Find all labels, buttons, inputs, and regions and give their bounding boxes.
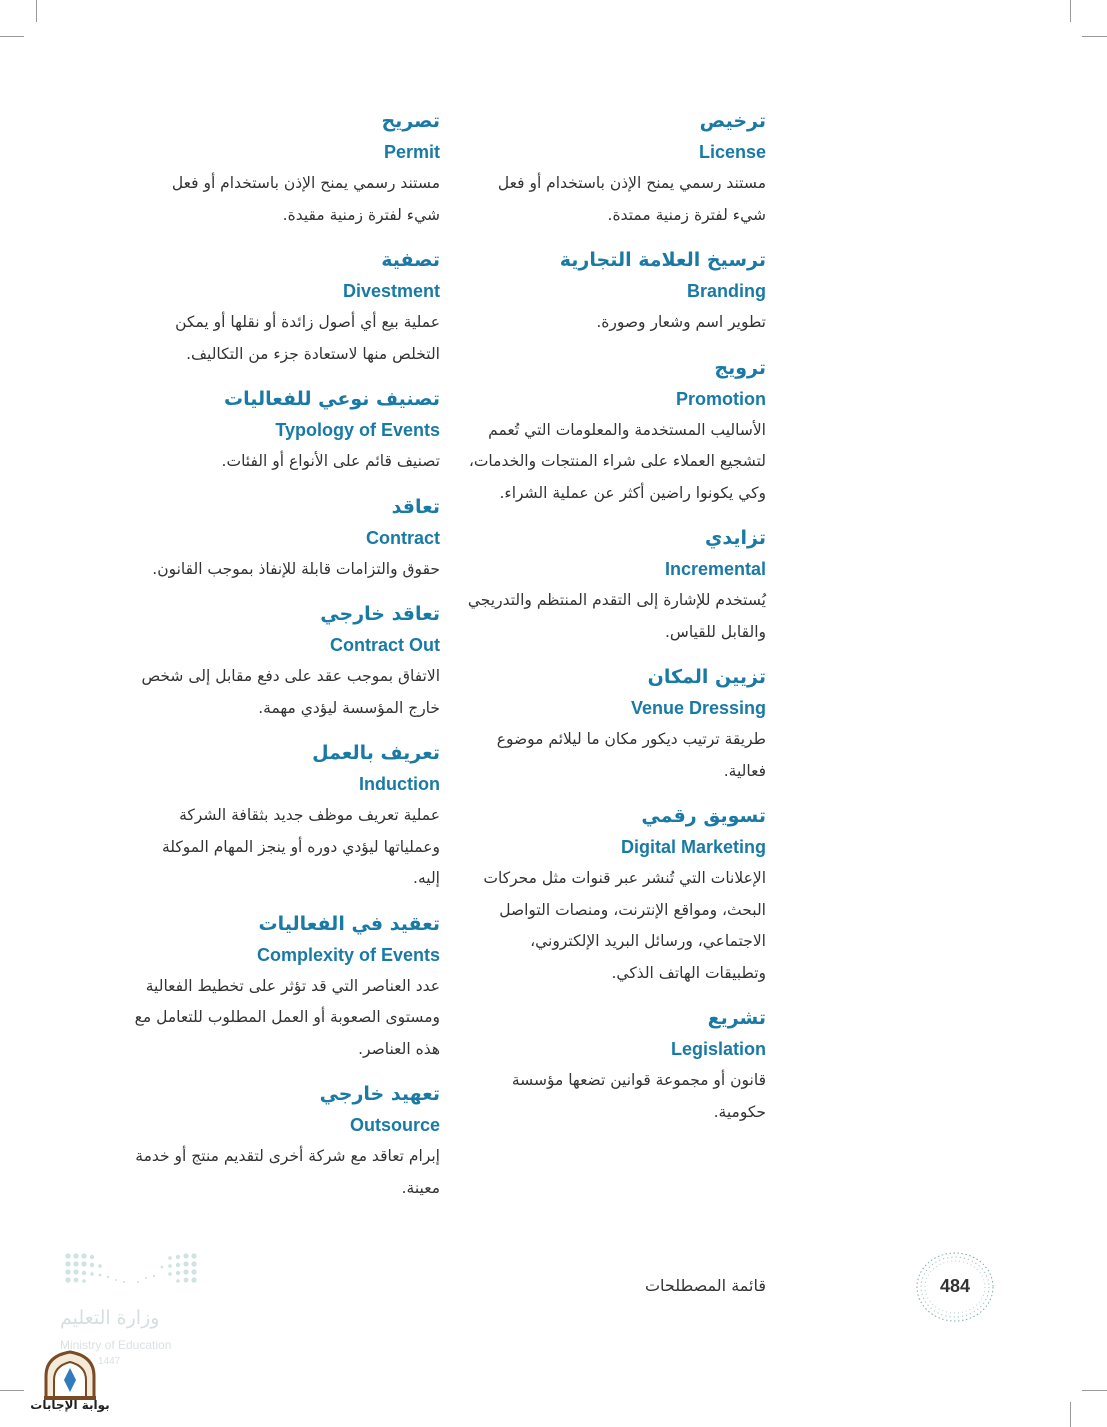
page-number: 484 — [939, 1276, 971, 1296]
glossary-entry — [134, 245, 440, 370]
glossary-entry — [134, 738, 440, 895]
term-arabic: تصنيف نوعي للفعاليات — [223, 388, 440, 410]
term-arabic: تصريح — [381, 110, 440, 132]
crop-mark — [0, 36, 24, 37]
glossary-entry — [134, 384, 440, 478]
glossary-entry — [466, 662, 766, 787]
glossary-entry — [134, 1079, 440, 1204]
term-english: Divestment — [342, 281, 440, 301]
term-arabic: تعاقد — [391, 495, 440, 518]
term-english: Promotion — [676, 388, 766, 409]
term-english: Permit — [383, 142, 440, 162]
glossary-entry — [134, 909, 440, 1066]
term-definition: الإعلانات التي تُنشر عبر قنوات مثل محركات البحث، ومواقع الإنترنت، ومنصات التواصل الاجتماعي، ورسائل البريد الإلكتروني، وتطبيقات الهاتف الذكي. — [483, 869, 766, 982]
term-arabic: ترسيخ العلامة التجارية — [559, 249, 766, 271]
term-arabic: تعاقد خارجي — [320, 603, 440, 625]
term-english: Typology of Events — [275, 420, 440, 440]
glossary-column-right — [466, 106, 766, 1142]
crop-mark — [0, 1390, 24, 1391]
section-title: قائمة المصطلحات — [644, 1276, 766, 1295]
glossary-entry — [466, 106, 766, 231]
ministry-name-english: Ministry of Education — [60, 1338, 172, 1352]
term-arabic: ترويج — [714, 356, 766, 379]
term-definition: مستند رسمي يمنح الإذن باستخدام أو فعل شيء لفترة زمنية مقيدة. — [171, 174, 440, 224]
term-definition: قانون أو مجموعة قوانين تضعها مؤسسة حكومية. — [511, 1071, 766, 1121]
crop-mark — [1082, 36, 1107, 37]
term-definition: إبرام تعاقد مع شركة أخرى لتقديم منتج أو خدمة معينة. — [135, 1147, 440, 1197]
term-definition: حقوق والتزامات قابلة للإنفاذ بموجب القانون. — [152, 559, 440, 578]
term-definition: عدد العناصر التي قد تؤثر على تخطيط الفعالية ومستوى الصعوبة أو العمل المطلوب للتعامل مع هذه العناصر. — [134, 976, 440, 1058]
term-definition: عملية بيع أي أصول زائدة أو نقلها أو يمكن التخلص منها لاستعادة جزء من التكاليف. — [175, 313, 440, 363]
term-definition: عملية تعريف موظف جديد بثقافة الشركة وعملياتها ليؤدي دوره أو ينجز المهام الموكلة إليه. — [161, 806, 440, 887]
term-arabic: تعريف بالعمل — [312, 742, 440, 764]
term-english: Contract — [365, 527, 440, 548]
term-definition: طريقة ترتيب ديكور مكان ما ليلائم موضوع فعالية. — [496, 730, 766, 780]
ministry-name-arabic: وزارة التعليم — [60, 1307, 160, 1329]
glossary-entry — [466, 245, 766, 339]
glossary-entry — [466, 353, 766, 510]
term-arabic: تسويق رقمي — [641, 805, 766, 827]
glossary-entry — [134, 106, 440, 231]
term-definition: الأساليب المستخدمة والمعلومات التي تُعمم لتشجيع العملاء على شراء المنتجات والخدمات، وكي يكونوا راضين أكثر عن عملية الشراء. — [468, 420, 766, 502]
crop-mark — [1070, 0, 1071, 22]
term-arabic: تعقيد في الفعاليات — [258, 912, 440, 935]
term-english: Digital Marketing — [620, 837, 766, 857]
term-english: Legislation — [670, 1039, 766, 1059]
term-english: Venue Dressing — [630, 698, 766, 718]
glossary-entry — [134, 599, 440, 724]
term-definition: تصنيف قائم على الأنواع أو الفئات. — [221, 452, 440, 470]
glossary-entry — [134, 492, 440, 586]
term-english: License — [698, 142, 766, 162]
term-definition: الاتفاق بموجب عقد على دفع مقابل إلى شخص خارج المؤسسة ليؤدي مهمة. — [141, 667, 440, 717]
term-english: Incremental — [664, 559, 766, 579]
crop-mark — [1082, 1390, 1107, 1391]
gate-logo-icon — [30, 1346, 110, 1424]
term-english: Outsource — [349, 1115, 440, 1135]
glossary-column-left — [134, 106, 440, 1218]
term-arabic: تشريع — [707, 1007, 766, 1029]
term-english: Complexity of Events — [256, 944, 440, 965]
gate-logo-text: بوابة الإجابات — [30, 1398, 110, 1412]
glossary-entry — [466, 1003, 766, 1128]
term-arabic: تعهيد خارجي — [319, 1083, 440, 1105]
term-english: Contract Out — [330, 635, 440, 655]
term-arabic: تزيين المكان — [647, 666, 766, 688]
term-english: Branding — [687, 281, 766, 301]
term-arabic: تزايدي — [705, 527, 766, 549]
crop-mark — [36, 0, 37, 22]
term-arabic: ترخيص — [699, 110, 766, 132]
term-definition: تطوير اسم وشعار وصورة. — [596, 313, 766, 331]
ministry-year: 1447 — [98, 1356, 121, 1367]
term-english: Induction — [359, 774, 440, 794]
glossary-entry — [466, 523, 766, 648]
term-definition: مستند رسمي يمنح الإذن باستخدام أو فعل شيء لفترة زمنية ممتدة. — [497, 174, 766, 224]
crop-mark — [1070, 1402, 1071, 1427]
term-arabic: تصفية — [381, 249, 440, 271]
term-definition: يُستخدم للإشارة إلى التقدم المنتظم والتدريجي والقابل للقياس. — [467, 591, 766, 641]
glossary-entry — [466, 801, 766, 989]
